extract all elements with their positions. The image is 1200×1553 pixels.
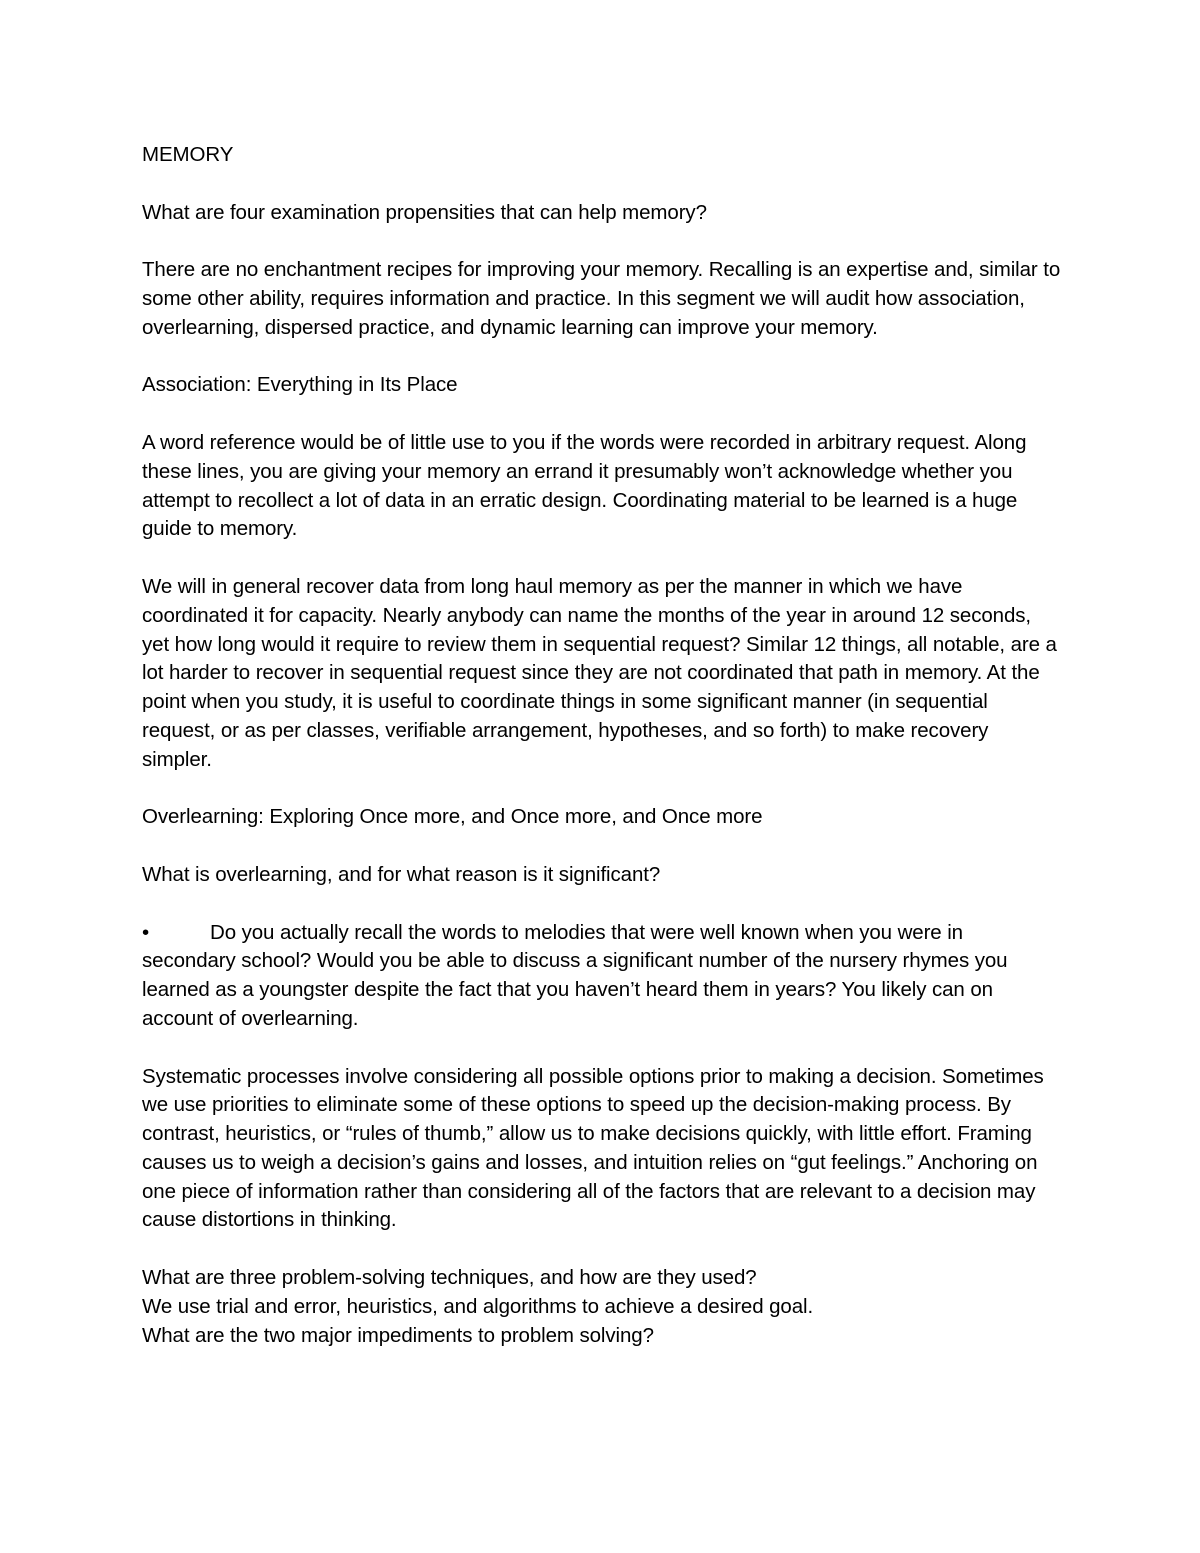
bullet-text: Do you actually recall the words to melodies that were well known when you were in secondary school? Would you be able to discuss a significant number of the nursery rhymes you learned as a youngster despite the fact that you haven’t heard them in years? You likely can on account of overlearning. <box>142 920 1008 1030</box>
document-body <box>142 141 1062 1350</box>
answer-paragraph: We use trial and error, heuristics, and algorithms to achieve a desired goal. <box>142 1294 814 1318</box>
section-heading: Overlearning: Exploring Once more, and Once more, and Once more <box>142 805 763 829</box>
section-heading: Association: Everything in Its Place <box>142 373 458 397</box>
document-title: MEMORY <box>142 143 234 166</box>
bullet-paragraph <box>142 919 1062 1034</box>
question-paragraph: What are three problem-solving techniques, and how are they used? <box>142 1266 757 1290</box>
question-paragraph: What are the two major impediments to problem solving? <box>142 1323 654 1347</box>
body-paragraph: We will in general recover data from long haul memory as per the manner in which we have coordinated it for capacity. Nearly anybody can name the months of the year in around 12 seconds, yet how long would it require to review them in sequential request? Similar 12 things, all notable, are a lot harder to recover in sequential request since they are not coordinated that path in memory. At the point when you study, it is useful to coordinate things in some significant manner (in sequential request, or as per classes, verifiable arrangement, hypotheses, and so forth) to make recovery simpler. <box>142 574 1057 771</box>
bullet-icon: • <box>142 920 150 944</box>
body-paragraph: There are no enchantment recipes for improving your memory. Recalling is an expertise and, similar to some other ability, requires information and practice. In this segment we will audit how association, overlearning, dispersed practice, and dynamic learning can improve your memory. <box>142 258 1061 339</box>
body-paragraph: Systematic processes involve considering all possible options prior to making a decision. Sometimes we use priorities to eliminate some of these options to speed up the decision-making process. By contrast, heuristics, or “rules of thumb,” allow us to make decisions quickly, with little effort. Framing causes us to weigh a decision’s gains and losses, and intuition relies on “gut feelings.” Anchoring on one piece of information rather than considering all of the factors that are relevant to a decision may cause distortions in thinking. <box>142 1064 1044 1232</box>
body-paragraph: A word reference would be of little use to you if the words were recorded in arbitrary request. Along these lines, you are giving your memory an errand it presumably won’t acknowledge whether you attempt to recollect a lot of data in an erratic design. Coordinating material to be learned is a huge guide to memory. <box>142 430 1027 541</box>
question-paragraph: What is overlearning, and for what reason is it significant? <box>142 862 661 886</box>
question-paragraph: What are four examination propensities that can help memory? <box>142 200 707 224</box>
